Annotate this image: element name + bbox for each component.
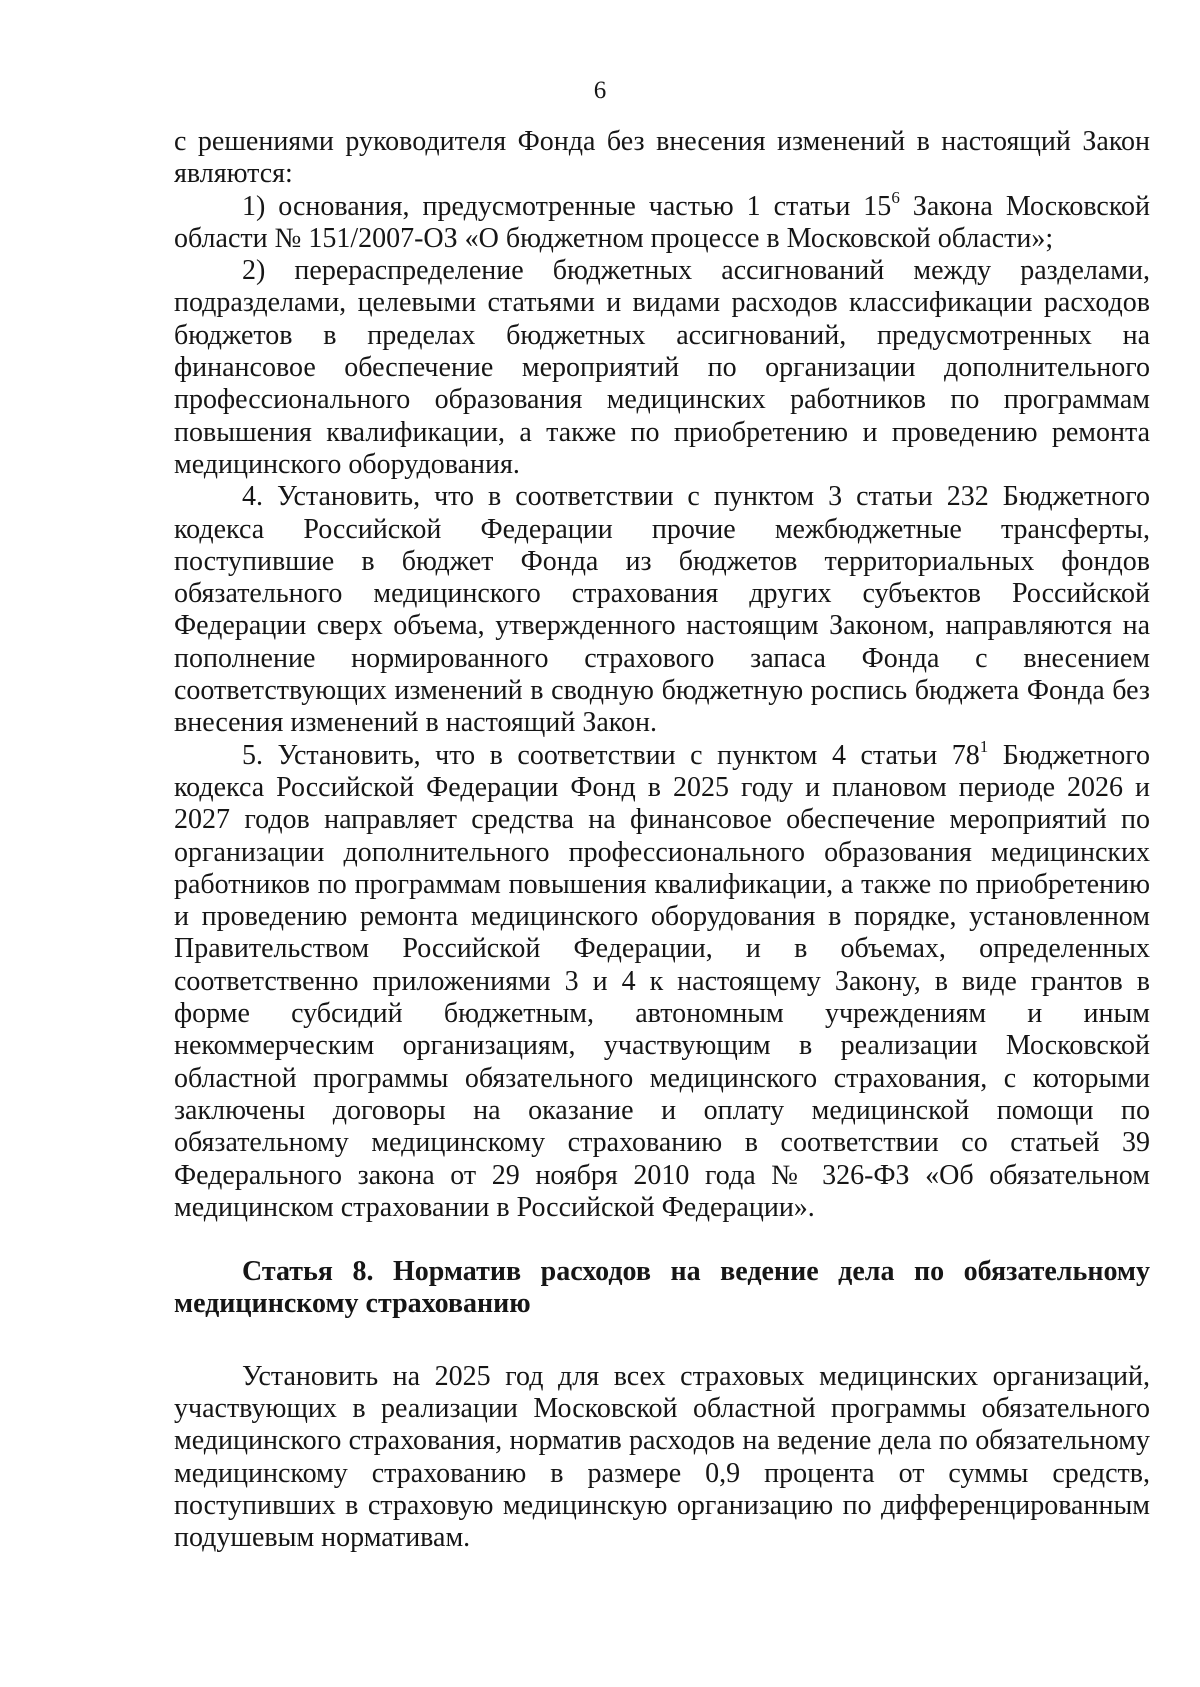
list-item-1 [174, 187, 1150, 256]
paragraph-point-5 [174, 736, 1151, 1224]
article-8-heading: Статья 8. Норматив расходов на ведение дела по обязательному медицинскому страхованию [174, 1256, 1150, 1320]
paragraph-point-4: 4. Установить, что в соответствии с пунктом 3 статьи 232 Бюджетного кодекса Российской Федерации прочие межбюджетные трансферты, поступившие в бюджет Фонда из бюджетов территориальных фондов обязательного медицинского страхования других субъектов Российской Федерации сверх объема, утвержденного настоящим Законом, направляются на пополнение нормированного страхового запаса Фонда с внесением соответствующих изменений в сводную бюджетную роспись бюджета Фонда без внесения изменений в настоящий Закон. [174, 481, 1150, 739]
page-number: 6 [593, 77, 607, 104]
article-8-body: Установить на 2025 год для всех страховых медицинских организаций, участвующих в реализации Московской областной программы обязательного медицинского страхования, норматив расходов на ведение дела по обязательному медицинскому страхованию в размере 0,9 процента от суммы средств, поступивших в страховую медицинскую организацию по дифференцированным подушевым нормативам. [174, 1360, 1150, 1554]
superscript: 6 [891, 187, 900, 207]
point-5-text-b: Бюджетного кодекса Российской Федерации Фонд в 2025 году и плановом периоде 2026 и 2027 годов направляет средства на финансовое обеспечение мероприятий по организации дополнительного профессионального образования медицинских работников по программам повышения квалификации, а также по приобретению и проведению ремонта медицинского оборудования в порядке, установленном Правительством Российской Федерации, и в объемах, определенных соответственно приложениями 3 и 4 к настоящему Закону, в виде грантов в форме субсидий бюджетным, автономным учреждениям и иным некоммерческим организациям, участвующим в реализации Московской областной программы обязательного медицинского страхования, с которыми заключены договоры на оказание и оплату медицинской помощи по обязательному медицинскому страхованию в соответствии со статьей 39 Федерального закона от 29 ноября 2010 года № 326-ФЗ «Об обязательном медицинском страховании в Российской Федерации». [174, 739, 1151, 1223]
list-item-2: 2) перераспределение бюджетных ассигнований между разделами, подразделами, целевыми статьями и видами расходов классификации расходов бюджетов в пределах бюджетных ассигнований, предусмотренных на финансовое обеспечение мероприятий по организации дополнительного профессионального образования медицинских работников по программам повышения квалификации, а также по приобретению и проведению ремонта медицинского оборудования. [174, 255, 1150, 480]
paragraph-intro: с решениями руководителя Фонда без внесения изменений в настоящий Закон являются: [174, 126, 1150, 190]
list-item-1-text-b: Закона Московской области № 151/2007-ОЗ «О бюджетном процессе в Московской области»; [174, 190, 1150, 254]
point-5-text-a: 5. Установить, что в соответствии с пунктом 4 статьи 78 [242, 739, 980, 771]
spacer [174, 1321, 1150, 1361]
list-item-1-text-a: 1) основания, предусмотренные частью 1 статьи 15 [242, 190, 892, 222]
document-body [174, 126, 1150, 1554]
superscript: 1 [979, 736, 989, 756]
